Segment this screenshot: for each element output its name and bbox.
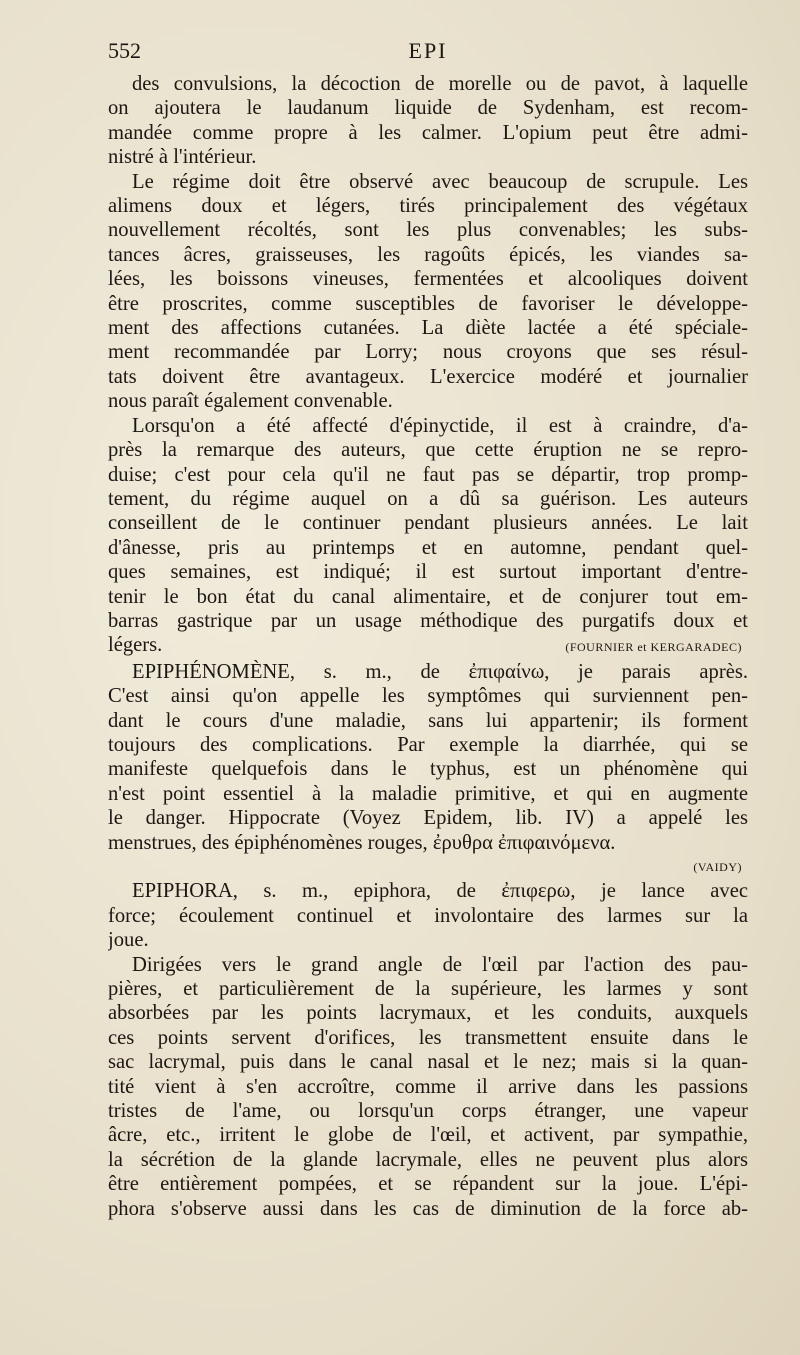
paragraph [108, 953, 748, 1221]
text-line: tances âcres, graisseuses, les ragoûts épicés, les viandes sa- [108, 243, 748, 266]
paragraph [108, 170, 748, 414]
page-header [108, 38, 748, 72]
text-line: des convulsions, la décoction de morelle ou de pavot, à laquelle [132, 73, 748, 95]
text-line: Le régime doit être observé avec beaucoup de scrupule. Les [132, 170, 748, 193]
body-text [108, 72, 748, 1221]
text-line: toujours des complications. Par exemple la diarrhée, qui se [108, 733, 748, 756]
text-line: nous paraît également convenable. [108, 390, 393, 413]
text-line: barras gastrique par un usage méthodique des purgatifs doux et [108, 609, 748, 632]
text-line: être entièrement pompées, et se répandent sur la joue. L'épi- [108, 1173, 748, 1196]
paragraph [108, 72, 748, 170]
text-line: Dirigées vers le grand angle de l'œil par l'action des pau- [132, 953, 748, 976]
text-line: près la remarque des auteurs, que cette éruption ne se repro- [108, 439, 748, 462]
text-line: phora s'observe aussi dans les cas de diminution de la force ab- [108, 1197, 748, 1220]
text-line: d'ânesse, pris au printemps et en automne, pendant quel- [108, 536, 748, 559]
text-line: tité vient à s'en accroître, comme il arrive dans les passions [108, 1075, 748, 1098]
text-line: ment des affections cutanées. La diète lactée a été spéciale- [108, 317, 748, 340]
text-line: EPIPHÉNOMÈNE, s. m., de ἐπιφαίνω, je parais après. [132, 660, 748, 683]
text-line: lées, les boissons vineuses, fermentées et alcooliques doivent [108, 268, 748, 291]
text-line: C'est ainsi qu'on appelle les symptômes qui surviennent pen- [108, 685, 748, 708]
text-line: tristes de l'ame, ou lorsqu'un corps étranger, une vapeur [108, 1100, 748, 1123]
text-line: EPIPHORA, s. m., epiphora, de ἐπιφερω, je lance avec [132, 880, 748, 903]
text-line: on ajoutera le laudanum liquide de Sydenham, est recom- [108, 97, 748, 120]
text-line-end: légers. [108, 634, 163, 657]
text-line: n'est point essentiel à la maladie primitive, et qui en augmente [108, 782, 748, 805]
text-line: tenir le bon état du canal alimentaire, et de conjurer tout em- [108, 585, 748, 608]
text-line: ces points servent d'orifices, les transmettent ensuite dans le [108, 1026, 748, 1049]
text-line: conseillent de le continuer pendant plusieurs années. Le lait [108, 512, 748, 535]
text-line: absorbées par les points lacrymaux, et les conduits, auxquels [108, 1002, 748, 1025]
text-line: tats doivent être avantageux. L'exercice modéré et journalier [108, 365, 748, 388]
text-line: âcre, etc., irritent le globe de l'œil, et activent, par sympathie, [108, 1124, 748, 1147]
text-line: manifeste quelquefois dans le typhus, est un phénomène qui [108, 758, 748, 781]
paragraph [108, 879, 748, 952]
text-line: la sécrétion de la glande lacrymale, elles ne peuvent plus alors [108, 1148, 748, 1171]
text-line: ques semaines, est indiqué; il est surtout important d'entre- [108, 561, 748, 584]
text-line: duise; c'est pour cela qu'il ne faut pas se départir, trop promp- [108, 463, 748, 486]
text-line: tement, du régime auquel on a dû sa guérison. Les auteurs [108, 487, 748, 510]
page-number: 552 [108, 38, 141, 63]
text-line: force; écoulement continuel et involontaire des larmes sur la [108, 904, 748, 927]
text-line: mandée comme propre à les calmer. L'opium peut être admi- [108, 121, 748, 144]
text-line: Lorsqu'on a été affecté d'épinyctide, il est à craindre, d'a- [132, 414, 748, 437]
text-line: ment recommandée par Lorry; nous croyons que ses résul- [108, 341, 748, 364]
text-line: alimens doux et légers, tirés principalement des végétaux [108, 195, 748, 218]
text-line: nistré à l'intérieur. [108, 146, 257, 169]
text-line: sac lacrymal, puis dans le canal nasal et le nez; mais si la quan- [108, 1051, 748, 1074]
author-signature: (VAIDY) [693, 860, 742, 874]
author-signature: (FOURNIER et KERGARADEC) [565, 640, 742, 655]
book-page [108, 38, 748, 1221]
running-head: EPI [408, 38, 448, 63]
text-line: nouvellement récoltés, sont les plus convenables; les subs- [108, 219, 748, 242]
text-line: menstrues, des épiphénomènes rouges, ἐρυθρα ἐπιφαινόμενα. [108, 831, 616, 854]
text-line: joue. [108, 929, 149, 952]
paragraph [108, 660, 748, 880]
text-line: le danger. Hippocrate (Voyez Epidem, lib. IV) a appelé les [108, 807, 748, 830]
text-line: être proscrites, comme susceptibles de favoriser le développe- [108, 292, 748, 315]
text-line: dant le cours d'une maladie, sans lui appartenir; ils forment [108, 709, 748, 732]
text-line [108, 633, 748, 659]
paragraph [108, 414, 748, 660]
text-line: pières, et particulièrement de la supérieure, les larmes y sont [108, 978, 748, 1001]
